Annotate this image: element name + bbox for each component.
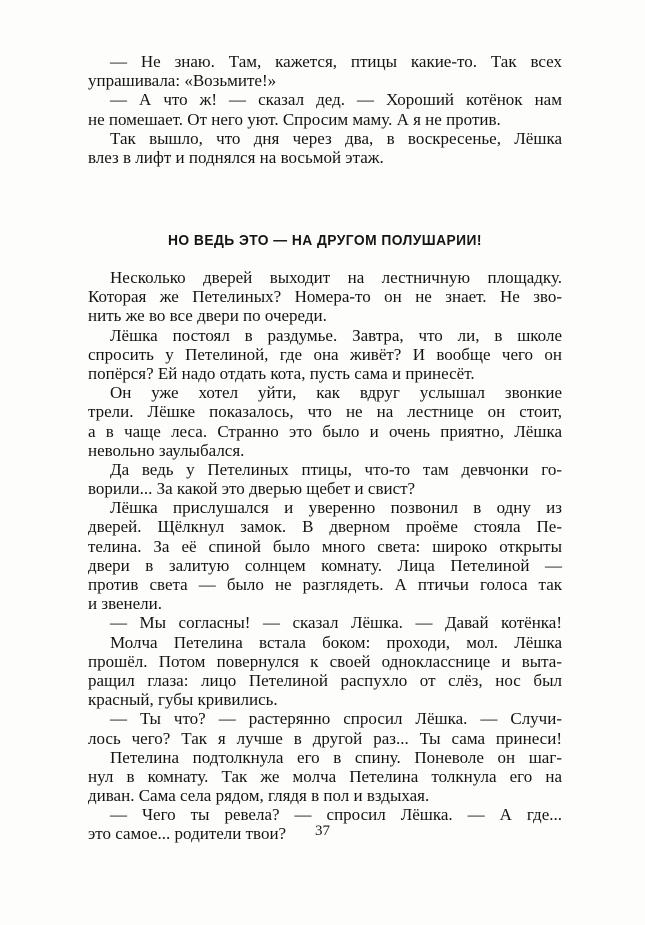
text-line: а в чаще леса. Странно это было и очень приятно, Лёшка	[88, 421, 562, 441]
text-line: — А что ж! — сказал дед. — Хороший котёнок нам	[110, 90, 562, 110]
text-line: ворили... За какой это дверью щебет и свист?	[88, 479, 416, 499]
text-line: Молча Петелина встала боком: проходи, мол. Лёшка	[110, 632, 562, 652]
text-line: это самое... родители твои?	[88, 824, 287, 844]
text-line: двери в залитую солнцем комнату. Лица Петелиной —	[88, 555, 562, 575]
main-text-block	[88, 268, 562, 844]
text-line: лось чего? Так я лучше в другой раз... Ты сама принеси!	[88, 728, 562, 748]
chapter-heading: НО ВЕДЬ ЭТО — НА ДРУГОМ ПОЛУШАРИИ!	[167, 232, 482, 249]
text-line: спросить у Петелиной, где она живёт? И вообще чего он	[88, 344, 562, 364]
text-line: телина. За её спиной было много света: широко открыты	[88, 536, 562, 556]
text-line: Петелина подтолкнула его в спину. Поневоле он шаг-	[110, 747, 562, 767]
text-line: упрашивала: «Возьмите!»	[88, 71, 277, 91]
text-line: ращил глаза: лицо Петелиной распухло от слёз, нос был	[88, 670, 562, 690]
text-line: — Мы согласны! — сказал Лёшка. — Давай котёнка!	[110, 613, 562, 633]
text-line: Лёшка прислушался и уверенно позвонил в одну из	[110, 498, 562, 518]
text-line: дверей. Щёлкнул замок. В дверном проёме стояла Пе-	[88, 517, 562, 537]
text-line: трели. Лёшке показалось, что не на лестнице он стоит,	[88, 402, 562, 422]
text-line: Несколько дверей выходит на лестничную площадку.	[110, 268, 562, 287]
text-line: невольно заулыбался.	[88, 440, 245, 460]
text-line: Которая же Петелиных? Номера-то он не знает. Не зво-	[88, 287, 562, 307]
text-line: нул в комнату. Так же молча Петелина толкнула его на	[88, 766, 562, 786]
text-line: — Не знаю. Там, кажется, птицы какие-то. Так всех	[110, 52, 562, 71]
text-line: не помешает. От него уют. Спросим маму. А я не против.	[88, 109, 501, 129]
text-line: диван. Сама села рядом, глядя в пол и вздыхая.	[88, 786, 430, 806]
text-line: Так вышло, что дня через два, в воскресенье, Лёшка	[110, 128, 562, 148]
text-line: попёрся? Ей надо отдать кота, пусть сама и принесёт.	[88, 363, 475, 383]
text-line: — Ты что? — растерянно спросил Лёшка. — Случи-	[110, 709, 562, 729]
page-number: 37	[315, 823, 330, 839]
top-text-block	[88, 52, 562, 167]
text-line: Да ведь у Петелиных птицы, что-то там девчонки го-	[110, 459, 562, 479]
text-line: и звенели.	[88, 594, 163, 614]
text-line: Лёшка постоял в раздумье. Завтра, что ли, в школе	[110, 325, 562, 345]
text-line: против света — было не разглядеть. А птичьи голоса так	[88, 575, 562, 594]
text-line: — Чего ты ревела? — спросил Лёшка. — А где...	[110, 805, 562, 825]
text-line: прошёл. Потом повернулся к своей однокласснице и выта-	[88, 651, 562, 671]
text-line: нить же во все двери по очереди.	[88, 306, 327, 326]
text-line: Он уже хотел уйти, как вдруг услышал звонкие	[110, 383, 562, 403]
text-line: красный, губы кривились.	[88, 690, 278, 710]
text-line: влез в лифт и поднялся на восьмой этаж.	[88, 147, 384, 167]
